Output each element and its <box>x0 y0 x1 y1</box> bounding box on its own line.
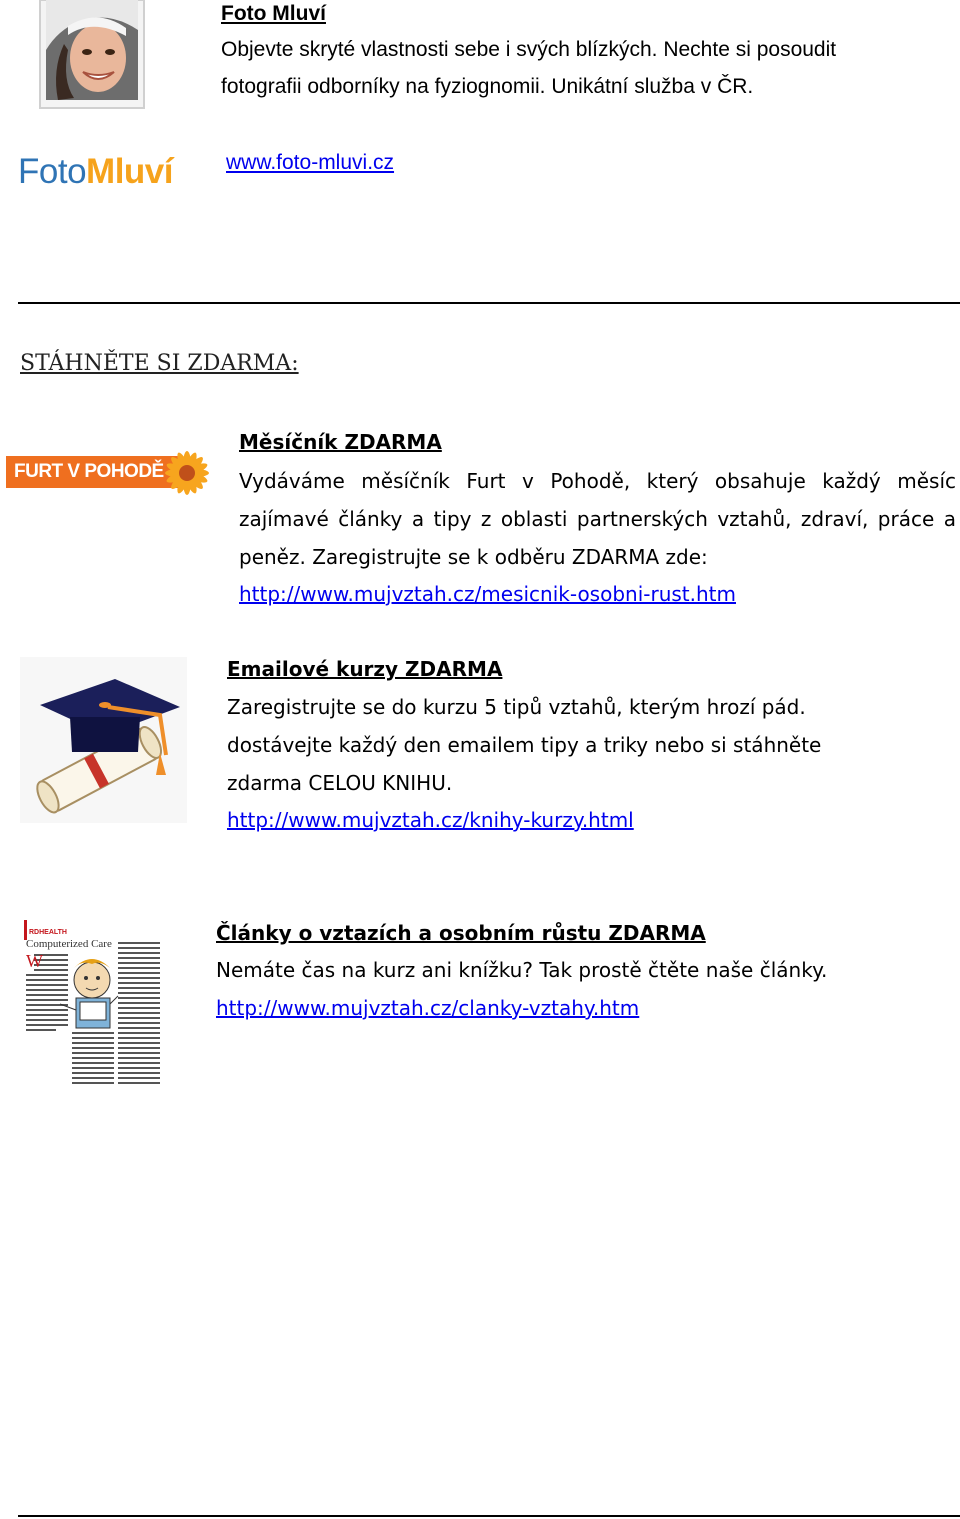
kurzy-line-2: dostávejte každý den emailem tipy a triky nebo si stáhněte <box>227 733 822 757</box>
foto-desc-line-1: Objevte skryté vlastnosti sebe i svých blízkých. Nechte si posoudit <box>221 38 837 61</box>
logo-part-foto: Foto <box>18 152 87 191</box>
clanky-link[interactable]: http://www.mujvztah.cz/clanky-vztahy.htm <box>216 996 640 1020</box>
foto-description <box>221 31 941 105</box>
flower-icon <box>162 448 212 498</box>
mesicnik-line-1: Vydáváme měsíčník Furt v Pohodě, který obsahuje každý měsíc <box>239 469 956 493</box>
mesicnik-link[interactable]: http://www.mujvztah.cz/mesicnik-osobni-rust.htm <box>239 582 736 606</box>
logo-part-mluvi: Mluví <box>86 152 173 191</box>
clanky-line-1: Nemáte čas na kurz ani knížku? Tak prostě čtěte naše články. <box>216 958 828 982</box>
woman-photo <box>38 0 148 112</box>
kurzy-title: Emailové kurzy ZDARMA <box>227 657 503 681</box>
thumb-headline: Computerized Care <box>26 938 112 950</box>
kurzy-line-3: zdarma CELOU KNIHU. <box>227 771 453 795</box>
kurzy-line-1: Zaregistrujte se do kurzu 5 tipů vztahů, kterým hrozí pád. <box>227 695 806 719</box>
furt-v-pohode-logo <box>6 448 206 498</box>
kurzy-body <box>227 688 947 802</box>
foto-desc-line-2: fotografii odborníky na fyziognomii. Unikátní služba v ČR. <box>221 75 754 98</box>
foto-title: Foto Mluví <box>221 2 326 25</box>
mesicnik-body <box>239 462 956 576</box>
mesicnik-line-2: zajímavé články a tipy z oblasti partnerských vztahů, zdraví, práce a <box>239 507 956 531</box>
download-heading: STÁHNĚTE SI ZDARMA: <box>20 351 299 376</box>
clanky-title: Články o vztazích a osobním růstu ZDARMA <box>216 921 706 945</box>
logo-text: FURT V POHODĚ <box>14 461 164 482</box>
divider-bottom <box>18 1515 960 1517</box>
mesicnik-title: Měsíčník ZDARMA <box>239 430 442 454</box>
foto-link[interactable]: www.foto-mluvi.cz <box>226 151 395 174</box>
thumb-brand: RDHEALTH <box>29 929 67 936</box>
graduation-cap-image <box>20 657 187 823</box>
divider-top <box>18 302 960 304</box>
fotomluvi-logo <box>18 152 173 192</box>
kurzy-link[interactable]: http://www.mujvztah.cz/knihy-kurzy.html <box>227 808 634 832</box>
svg-text:W: W <box>26 951 43 971</box>
clanky-body <box>216 951 936 989</box>
mesicnik-line-3: peněz. Zaregistrujte se k odběru ZDARMA zde: <box>239 545 708 569</box>
magazine-article-thumbnail <box>24 920 164 1088</box>
